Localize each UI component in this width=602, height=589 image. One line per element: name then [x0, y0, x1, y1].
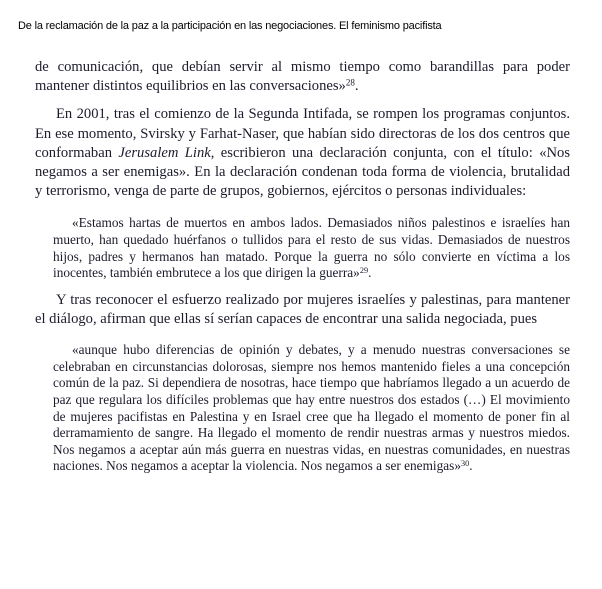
paragraph-2001 — [35, 105, 570, 201]
block-quote-2-text: «aunque hubo diferencias de opinión y debates, y a menudo nuestras conversaciones se celebraban en circunstancias dolorosas, siempre nos hemos mantenido fieles a una concepción común de la paz. Si dependiera de nosotras, hace tiempo que habríamos llegado a un acuerdo de paz que regulara los difíciles problemas que hay entre nuestros dos estados (…) El movimiento de mujeres pacifistas en Palestina y en Israel cree que ha llegado el momento de poner fin al derramamiento de sangre. Ha llegado el momento de rendir nuestras armas y nuestros miedos. Nos negamos a aceptar aún más guerra en nuestras vidas, en nuestras comunidades, en nuestras naciones. Nos negamos a aceptar la violencia. Nos negamos a ser enemigas» — [53, 342, 570, 474]
block-quote-2-tail: . — [469, 458, 473, 474]
block-quote-1-tail: . — [368, 265, 372, 281]
block-quote-1 — [53, 215, 570, 281]
footnote-marker-30[interactable]: 30 — [461, 459, 470, 469]
paragraph-continued-tail: . — [354, 78, 359, 95]
paragraph-dialogo — [35, 291, 570, 329]
paragraph-continued-text: de comunicación, que debían servir al mismo tiempo como barandillas para poder mantener distintos equilibrios en las conversaciones» — [35, 59, 570, 95]
footnote-marker-29[interactable]: 29 — [359, 266, 369, 276]
paragraph-dialogo-text: Y tras reconocer el esfuerzo realizado por mujeres israelíes y palestinas, para mantener el diálogo, afirman que ellas sí serían capaces de encontrar una salida negociada, pues — [35, 291, 570, 327]
paragraph-2001-part2: , escribieron una declaración conjunta, con el título: «Nos negamos a ser enemigas». En la declaración condenan toda forma de violencia, brutalidad y terrorismo, venga de parte de grupos, gobiernos, ejércitos o personas individuales: — [35, 144, 571, 200]
paragraph-2001-part1: En 2001, tras el comienzo de la Segunda Intifada, se rompen los programas conjuntos. En ese momento, Svirsky y Farhat-Naser, que habían sido directoras de los dos centros que conformaban — [35, 106, 570, 161]
text-column — [35, 58, 570, 475]
footnote-marker-28[interactable]: 28 — [345, 77, 355, 88]
paragraph-continued — [35, 58, 570, 96]
work-title-jerusalem-link: Jerusalem Link — [118, 144, 211, 161]
block-quote-2 — [53, 342, 570, 475]
block-quote-1-text: «Estamos hartas de muertos en ambos lados. Demasiados niños palestinos e israelíes han muerto, han quedado huérfanos o tullidos para el resto de sus vidas. Demasiados de nuestros hijos, padres y hermanos han matado. Porque la guerra no sólo convierte en víctima a los inocentes, también embrutece a los que dirigen la guerra» — [53, 215, 570, 281]
running-head: De la reclamación de la paz a la participación en las negociaciones. El feminismo pacifista — [18, 20, 442, 32]
